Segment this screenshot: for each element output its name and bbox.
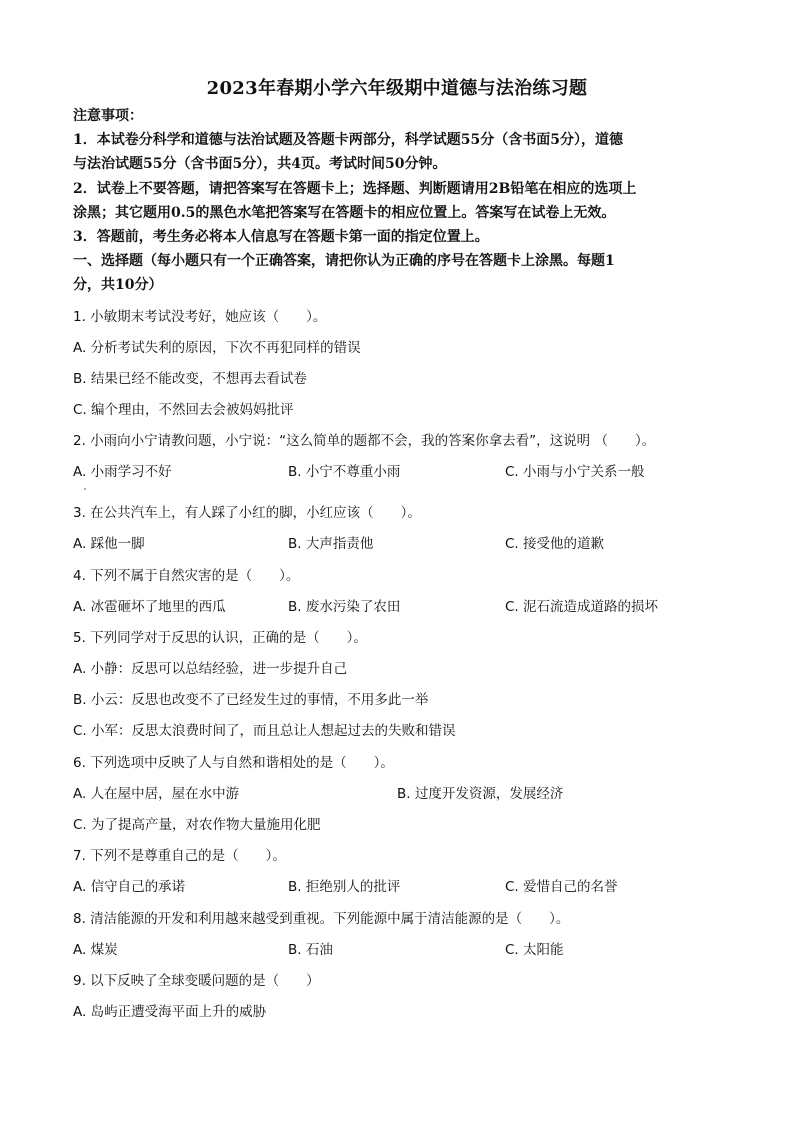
notice-section — [73, 104, 733, 298]
option-c: C. 为了提高产量，对农作物大量施用化肥 — [73, 817, 321, 833]
section-heading-1a: 一、选择题（每小题只有一个正确答案，请把你认为正确的序号在答题卡上涂黑。每题1 — [73, 253, 615, 270]
question-stem: 1. 小敏期末考试没考好，她应该（ ）。 — [73, 309, 327, 325]
option-b: B. 废水污染了农田 — [288, 599, 401, 615]
option-b: B. 小宁不尊重小雨 — [288, 464, 401, 480]
section-heading-1b: 分，共10分） — [73, 277, 163, 294]
question-stem: 6. 下列选项中反映了人与自然和谐相处的是（ ）。 — [73, 755, 394, 771]
option-a: A. 冰雹砸坏了地里的西瓜 — [73, 599, 226, 615]
option-c: C. 接受他的道歉 — [505, 536, 605, 552]
question-stem: 2. 小雨向小宁请教问题，小宁说：“这么简单的题都不会，我的答案你拿去看”，这说明 （ ）。 — [73, 433, 656, 449]
question-stem: 7. 下列不是尊重自己的是（ ）。 — [73, 848, 286, 864]
option-c: C. 泥石流造成道路的损坏 — [505, 599, 659, 615]
notice-heading: 注意事项： — [73, 108, 143, 124]
option-b: B. 大声指责他 — [288, 536, 374, 552]
option-c: C. 爱惜自己的名誉 — [505, 879, 618, 895]
notice-item-1a: 1．本试卷分科学和道德与法治试题及答题卡两部分，科学试题55分（含书面5分），道德 — [73, 132, 623, 149]
notice-item-3: 3．答题前，考生务必将本人信息写在答题卡第一面的指定位置上。 — [73, 229, 489, 246]
option-b: B. 小云：反思也改变不了已经发生过的事情，不用多此一举 — [73, 692, 429, 708]
question-stem: 3. 在公共汽车上，有人踩了小红的脚，小红应该（ ）。 — [73, 505, 421, 521]
option-b: B. 过度开发资源，发展经济 — [397, 786, 564, 802]
option-b: B. 结果已经不能改变，不想再去看试卷 — [73, 371, 307, 387]
option-b: B. 拒绝别人的批评 — [288, 879, 401, 895]
option-a: A. 小静：反思可以总结经验，进一步提升自己 — [73, 661, 348, 677]
option-a: A. 踩他一脚 — [73, 536, 145, 552]
option-b: B. 石油 — [288, 942, 333, 958]
option-a: A. 人在屋中居，屋在水中游 — [73, 786, 240, 802]
option-a: A. 岛屿正遭受海平面上升的威胁 — [73, 1004, 267, 1020]
option-c: C. 小雨与小宁关系一般 — [505, 464, 645, 480]
question-stem: 9. 以下反映了全球变暖问题的是（ ） — [73, 973, 320, 989]
option-c: C. 小军：反思太浪费时间了，而且总让人想起过去的失败和错误 — [73, 723, 456, 739]
notice-item-1b: 与法治试题55分（含书面5分），共4页。考试时间50分钟。 — [73, 156, 447, 173]
option-a: A. 煤炭 — [73, 942, 118, 958]
page-title: 2023年春期小学六年级期中道德与法治练习题 — [206, 78, 588, 99]
stray-dot — [84, 488, 86, 490]
option-c: C. 编个理由，不然回去会被妈妈批评 — [73, 402, 294, 418]
question-stem: 8. 清洁能源的开发和利用越来越受到重视。下列能源中属于清洁能源的是（ ）。 — [73, 911, 570, 927]
option-a: A. 小雨学习不好 — [73, 464, 172, 480]
question-stem: 4. 下列不属于自然灾害的是（ ）。 — [73, 568, 300, 584]
notice-item-2a: 2．试卷上不要答题，请把答案写在答题卡上；选择题、判断题请用2B铅笔在相应的选项上 — [73, 180, 637, 197]
option-c: C. 太阳能 — [505, 942, 564, 958]
option-a: A. 分析考试失利的原因，下次不再犯同样的错误 — [73, 340, 361, 356]
question-stem: 5. 下列同学对于反思的认识，正确的是（ ）。 — [73, 630, 367, 646]
option-a: A. 信守自己的承诺 — [73, 879, 186, 895]
notice-item-2b: 涂黑；其它题用0.5的黑色水笔把答案写在答题卡的相应位置上。答案写在试卷上无效。 — [73, 204, 616, 221]
